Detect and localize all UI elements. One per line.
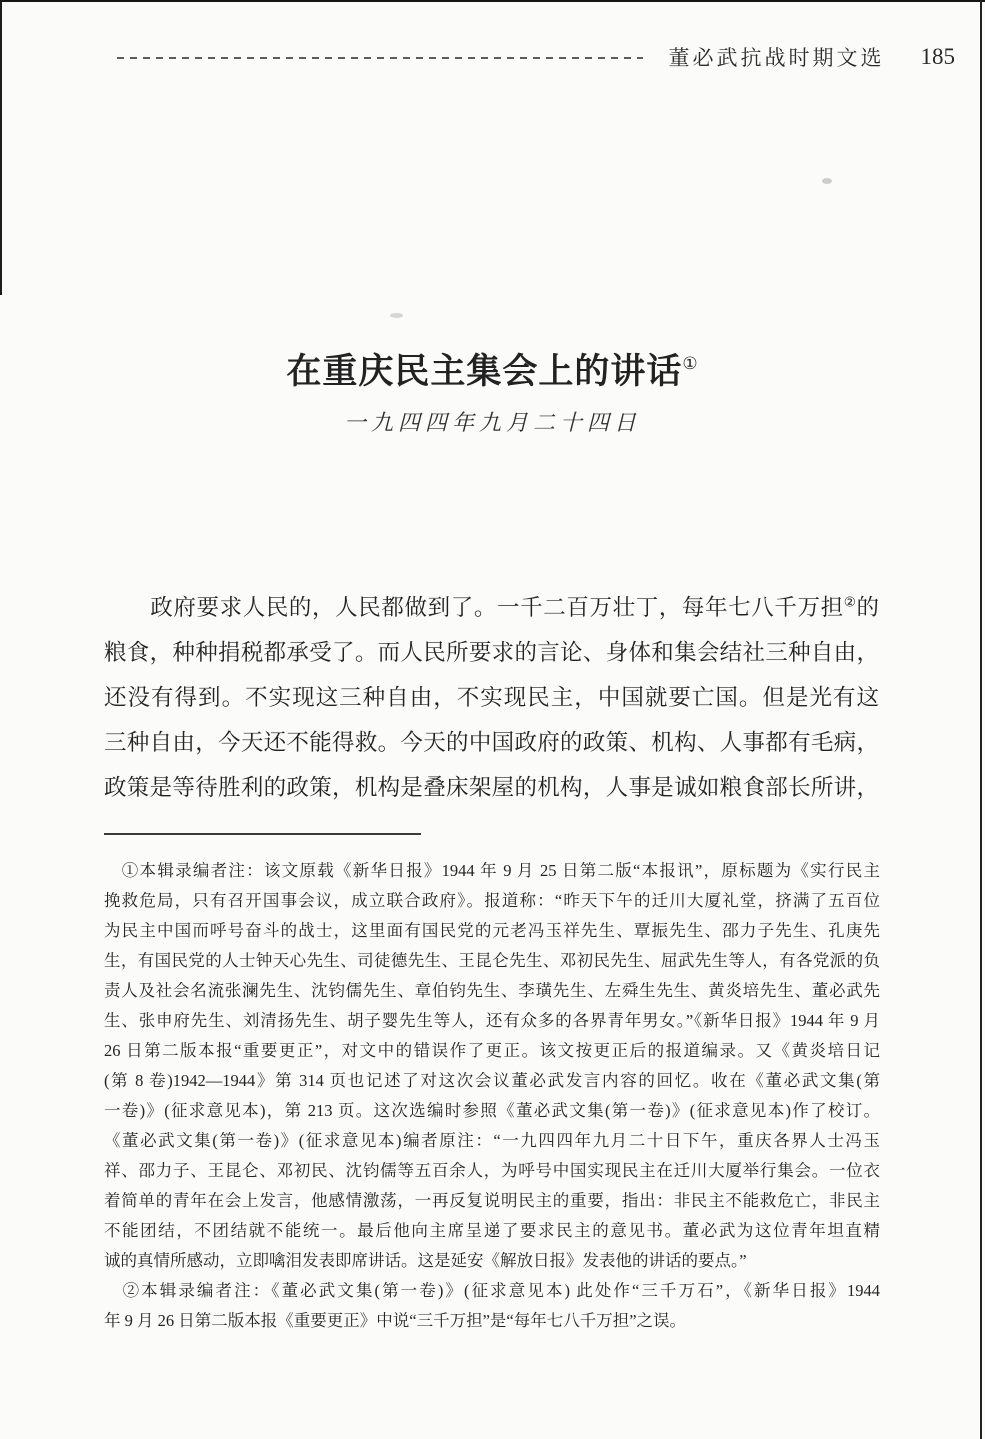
scan-edge-left: [0, 0, 2, 295]
footnote-line: 一卷)》(征求意见本)，第 213 页。这次选编时参照《董必武文集(第一卷)》(征求意见本)作了校订。: [104, 1101, 880, 1120]
footnote-line: 生、张申府先生、刘清扬先生、胡子婴先生等人，还有众多的各界青年男女。”《新华日报》1944 年 9 月: [104, 1011, 880, 1030]
footnote-line: 着简单的青年在会上发言，他感情激荡，一再反复说明民主的重要，指出：非民主不能救危亡，非民主: [104, 1191, 880, 1210]
header-dashed-rule: [117, 57, 643, 59]
body-line: 还没有得到。不实现这三种自由，不实现民主，中国就要亡国。但是光有这: [104, 685, 879, 710]
footnote-separator: [104, 833, 421, 835]
body-paragraph: [104, 585, 879, 810]
scan-edge-top: [0, 0, 985, 2]
page-number: 185: [920, 44, 955, 69]
scan-edge-right: [980, 0, 982, 1439]
footnote-line: ①本辑录编者注：该文原载《新华日报》1944 年 9 月 25 日第二版“本报讯”，原标题为《实行民主: [104, 861, 880, 880]
article-title: [0, 344, 985, 394]
footnote-line: (第 8 卷)1942—1944》第 314 页也记述了对这次会议董必武发言内容的回忆。收在《董必武文集(第: [104, 1071, 880, 1090]
footnote-line: 不能团结，不团结就不能统一。最后他向主席呈递了要求民主的意见书。董必武为这位青年坦直精: [104, 1221, 880, 1240]
article-date: 一九四四年九月二十四日: [343, 410, 641, 435]
footnote-line: 挽救危局，只有召开国事会议，成立联合政府》。报道称：“昨天下午的迁川大厦礼堂，挤满了五百位: [104, 891, 880, 910]
footnote-line: ②本辑录编者注：《董必武文集(第一卷)》(征求意见本) 此处作“三千万石”，《新华日报》1944: [104, 1281, 880, 1300]
title-footnote-ref: ①: [682, 354, 699, 373]
body-line: 三种自由，今天还不能得救。今天的中国政府的政策、机构、人事都有毛病，: [104, 730, 879, 755]
body-line: 政策是等待胜利的政策，机构是叠床架屋的机构，人事是诚如粮食部长所讲，: [104, 775, 879, 800]
header-book-title: 董必武抗战时期文选: [668, 46, 885, 70]
scan-artifact: [822, 178, 832, 184]
footnote-line: 祥、邵力子、王昆仑、邓初民、沈钧儒等五百余人，为呼号中国实现民主在迁川大厦举行集会。一位衣: [104, 1161, 880, 1180]
body-line: 粮食，种种捐税都承受了。而人民所要求的言论、身体和集会结社三种自由，: [104, 640, 879, 665]
footnote-line: 责人及社会名流张澜先生、沈钧儒先生、章伯钧先生、李璜先生、左舜生先生、黄炎培先生、董必武先: [104, 981, 880, 1000]
footnote-line: 生，有国民党的人士钟天心先生、司徒德先生、王昆仑先生、邓初民先生、屈武先生等人，有各党派的负: [104, 951, 880, 970]
running-header: [117, 42, 955, 72]
footnote-line: 诚的真情所感动，立即噙泪发表即席讲话。这是延安《解放日报》发表他的讲话的要点。”: [104, 1251, 747, 1270]
scan-artifact: [390, 313, 403, 318]
footnotes: [104, 856, 880, 1336]
footnote-line: 26 日第二版本报“重要更正”，对文中的错误作了更正。该文按更正后的报道编录。又《黄炎培日记: [104, 1041, 880, 1060]
footnote-line: 《董必武文集(第一卷)》(征求意见本)编者原注：“一九四四年九月二十日下午，重庆各界人士冯玉: [104, 1131, 880, 1150]
article-title-text: 在重庆民主集会上的讲话: [286, 352, 683, 391]
footnote-line: 年 9 月 26 日第二版本报《重要更正》中说“三千万担”是“每年七八千万担”之误。: [104, 1311, 687, 1330]
body-line: 政府要求人民的，人民都做到了。一千二百万壮丁，每年七八千万担②的: [104, 594, 879, 620]
footnote-line: 为民主中国而呼号奋斗的战士，这里面有国民党的元老冯玉祥先生、覃振先生、邵力子先生、孔庚先: [104, 921, 880, 940]
